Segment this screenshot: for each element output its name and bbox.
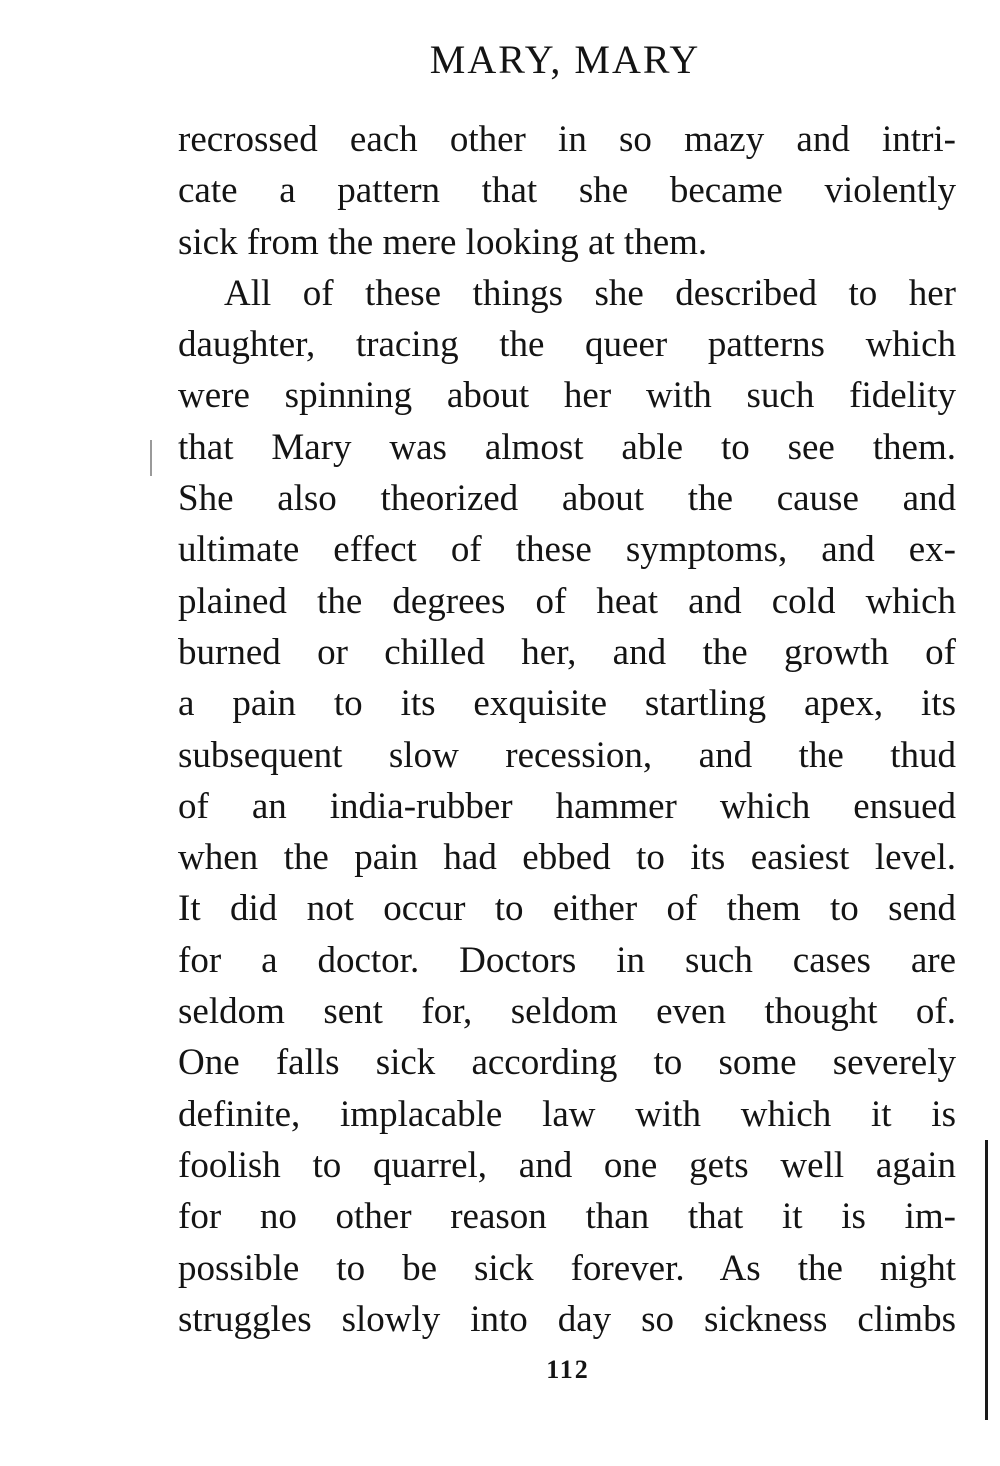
text-line: seldom sent for, seldom even thought of. bbox=[178, 991, 956, 1033]
text-line: subsequent slow recession, and the thud bbox=[178, 734, 956, 776]
text-line: It did not occur to either of them to send bbox=[178, 888, 956, 930]
text-line: daughter, tracing the queer patterns which bbox=[178, 324, 956, 366]
text-line: struggles slowly into day so sickness climbs bbox=[178, 1298, 956, 1340]
text-line: ultimate effect of these symptoms, and ex- bbox=[178, 529, 956, 571]
text-line: that Mary was almost able to see them. bbox=[178, 426, 956, 468]
text-line: a pain to its exquisite startling apex, its bbox=[178, 683, 956, 725]
body-text bbox=[178, 114, 956, 1345]
text-line: burned or chilled her, and the growth of bbox=[178, 631, 956, 673]
text-line: of an india-rubber hammer which ensued bbox=[178, 785, 956, 827]
page-number: 112 bbox=[546, 1355, 590, 1384]
text-line: She also theorized about the cause and bbox=[178, 478, 956, 520]
margin-mark bbox=[150, 440, 152, 476]
text-line: All of these things she described to her bbox=[224, 272, 956, 314]
text-line: definite, implacable law with which it is bbox=[178, 1093, 956, 1135]
text-line: One falls sick according to some severely bbox=[178, 1042, 956, 1084]
text-line: for a doctor. Doctors in such cases are bbox=[178, 939, 956, 981]
page-edge-rule bbox=[985, 1140, 988, 1420]
text-line: sick from the mere looking at them. bbox=[178, 221, 708, 263]
text-line: recrossed each other in so mazy and intri- bbox=[178, 119, 956, 160]
text-line: when the pain had ebbed to its easiest level. bbox=[178, 837, 956, 879]
text-line: plained the degrees of heat and cold which bbox=[178, 580, 956, 622]
running-head: MARY, MARY bbox=[429, 37, 701, 82]
text-line: cate a pattern that she became violently bbox=[178, 170, 956, 212]
text-line: foolish to quarrel, and one gets well again bbox=[178, 1144, 956, 1186]
text-line: possible to be sick forever. As the night bbox=[178, 1247, 956, 1289]
text-line: were spinning about her with such fidelity bbox=[178, 375, 956, 417]
text-line: for no other reason than that it is im- bbox=[178, 1196, 956, 1238]
